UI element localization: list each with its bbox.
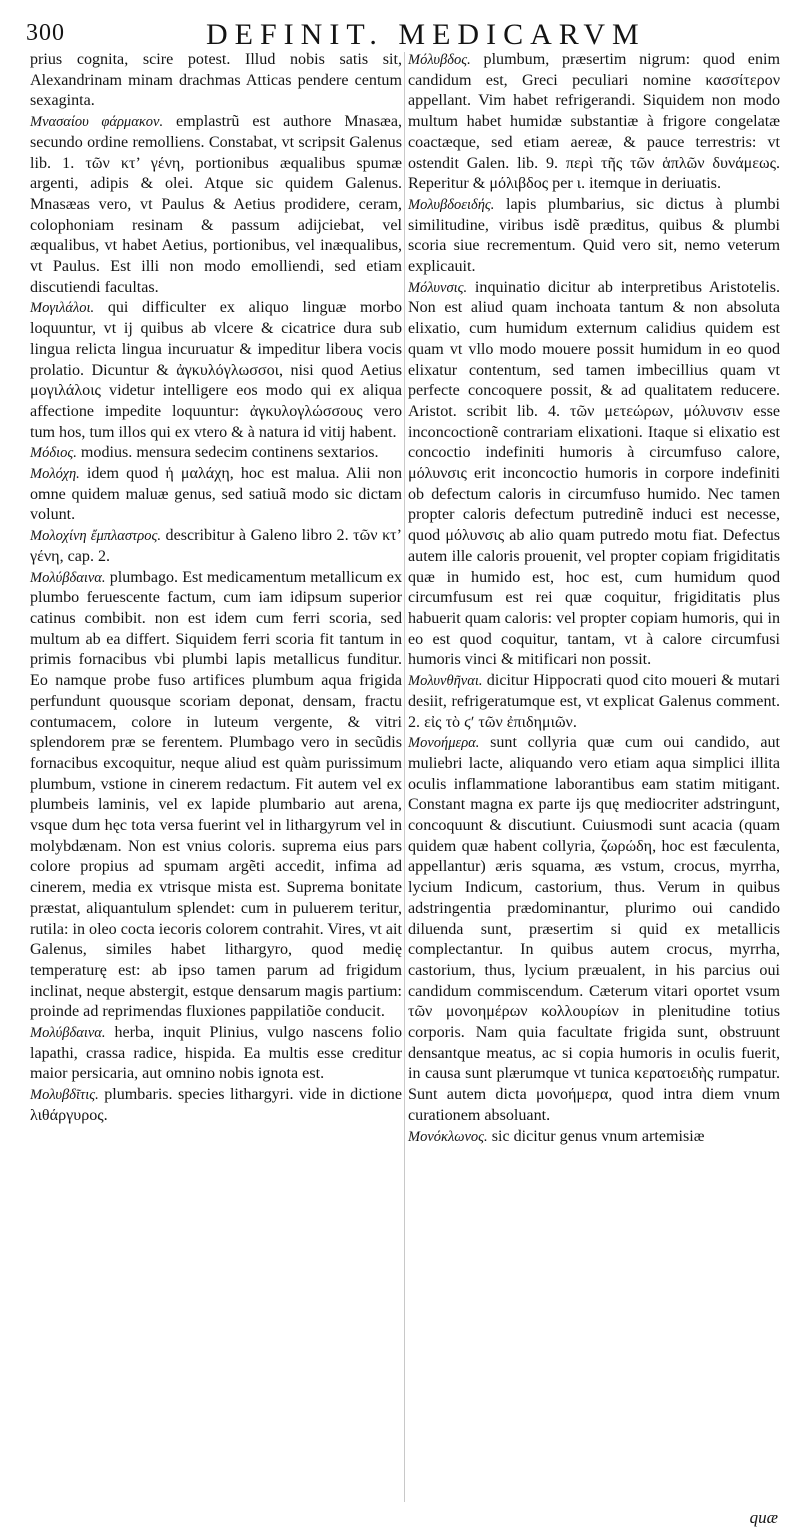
entry-text: plumbum, præsertim nigrum: quod enim candidum est, Greci peculiari nomine κασσίτερον appellant. Vim habet refrigerandi. Siquidem non modo multum habet humidæ substantiæ à frigore congelatæ coactæque, sed etiam aereæ, & pauce terrestris: vt ostendit Galen. lib. 9. περὶ τῆς τῶν ἁπλῶν δυνάμεως. Reperitur & μόλιβδος per ι. itemque in deriuatis. [408,51,780,193]
entry-text: qui difficulter ex aliquo linguæ morbo loquuntur, vt ij quibus ab vlcere & cicatrice dura sub lingua relicta lingua incuruatur & impeditur libera vocis prolatio. Dicuntur & ἀγκυλόγλωσσοι, nisi quod Aetius μογιλάλοις videtur intelligere eos modo qui ex aliqua affectione impedite loquuntur: ἀγκυλογλώσσους vero tum hos, tum illos qui ex vtero & à natura id vitij habent. [30,299,402,441]
entry [408,278,780,671]
entry [30,526,402,567]
entry [30,50,402,112]
entry [30,112,402,298]
entry-headword: Μόλυβδος. [408,52,471,68]
entry-text: idem quod ἡ μαλάχη, hoc est malua. Alii non omne quidem maluæ genus, sed satiuã modo sic dictam volunt. [30,465,402,524]
entry-text: dicitur Hippocrati quod cito moueri & mutari desiit, refrigeratumque est, vt explicat Galenus comment. 2. εἰς τὸ ϛʹ τῶν ἐπιδημιῶν. [408,672,780,731]
entry [408,1127,780,1148]
entry-headword: Μονόκλωνος. [408,1128,488,1145]
entry-text: describitur à Galeno libro 2. τῶν κτ’ γένη, cap. 2. [30,527,403,565]
entry-headword: Μολύβδαινα. [30,569,106,586]
entry-headword: Μολυνθῆναι. [408,673,483,690]
entry-headword: Μολύβδαινα. [30,1025,106,1042]
column-divider [404,52,405,1502]
entry [30,1023,402,1085]
entry-text: modius. mensura sedecim continens sextarios. [80,444,379,462]
entry-headword: Μολυβδοειδής. [408,196,495,213]
right-column [408,50,780,1147]
entry-headword: Μόλυνσις. [408,279,468,296]
entry-text: inquinatio dicitur ab interpretibus Aristotelis. Non est aliud quam inchoata tantum & non absoluta elixatio, cum humidum externum calidius quidem est quam vt vllo modo mouere possit humidum in eo quod elixatur contentum, sed tamen imbecillius quam vt perfecte concoquere possit, & ad qualitatem reducere. Aristot. scribit lib. 4. τῶν μετεώρων, μόλυνσιν esse inconcoctionẽ contrariam elixationi. Itaque si elixatio est concoctio indefiniti humoris à circumfuso calore, μόλυνσις erit inconcoctio humoris in corpore indefiniti ob defectum caloris in circumfuso humido. Nec tamen propter caloris defectum putredinẽ induci est necesse, quod μόλυνσις ab alio quam putredo motu fiat. Defectus autem ille caloris prouenit, vel propter copiam frigiditatis quæ in humido est, hoc est, cum humidum quod circumfusum est rei quæ coquitur, frigiditatis plus habuerit quam caloris: vel propter copiam humoris, qui in eo est quod coquitur, tantam, vt à calore circumfusi humoris vinci & mitificari non possit. [408,278,780,669]
entry-text: sunt collyria quæ cum oui candido, aut muliebri lacte, aliquando vero etiam aqua simplici illita oculis inflammatione laborantibus eam statim mitigant. Constant magna ex parte ijs quę mediocriter adstringunt, concoquunt & discutiunt. Cuiusmodi sunt acacia (quam quidem quæ habent collyria, ζωρώδη, hoc est fæculenta, appellantur) æris squama, æs vstum, crocus, myrrha, lycium Indicum, castorium, thus. Verum in quibus adstringentia prædominantur, plurimo oui candido diluenda sunt, præsertim si quid ex metallicis complectantur. In quibus autem crocus, myrrha, castorium, thus, lycium præualent, in his parcius oui candidum commiscendum. Cæterum vitari oportet vsum τῶν μονοημέρων κολλουρίων in plenitudine totius corporis. Nam quia facultate frigida sunt, obstruunt densantque meatus, ac si copia humoris in oculis fuerit, in causa sunt plærumque vt tunica κερατοειδὴς rumpatur. Sunt autem dicta μονοήμερα, quod intra diem vnum curationem absoluant. [408,734,780,1124]
entry [408,195,780,278]
entry-text: herba, inquit Plinius, vulgo nascens folio lapathi, crassa radice, hispida. Ea multis esse creditur maior persicaria, aut omnino nobis ignota est. [30,1024,402,1083]
entry-headword: Μονοήμερα. [408,735,480,752]
left-column [30,50,402,1127]
entry [30,443,402,464]
entry [408,671,780,733]
entry-headword: Μολοχίνη ἔμπλαστρος. [30,528,161,545]
entry-text: prius cognita, scire potest. Illud nobis satis sit, Alexandrinam minam drachmas Atticas pendere centum sexaginta. [30,51,402,110]
entry [408,50,780,195]
entry-text: lapis plumbarius, sic dictus à plumbi similitudine, viribus isdẽ præditus, quibus & plumbi scoria siue recrementum. Quid vero sit, nemo veterum explicauit. [408,195,781,276]
entry-headword: Μόδιος. [30,445,77,462]
entry-text: plumbago. Est medicamentum metallicum ex plumbo feruescente factum, cum iam idipsum superior catinus combibit. non est idem cum ferri scoria, sed multum ab ea differt. Siquidem ferri scoria fit tantum in primis fornacibus vbi plumbi lapis metallicus funditur. Eo namque probe fuso artifices plumbum aqua frigida perfundunt quousque scoriam deponat, densam, fractu contumacem, colore in luteum vergente, & vitri splendorem præ se ferentem. Plumbago vero in secũdis fornacibus excoquitur, neque aliud est quàm purissimum plumbum, vstione in cinerem redactum. Fit autem vel ex plumbeis laminis, vel ex lapide plumbario aut arena, vsque dum hęc tota versa fuerint vel in lithargyrum vel in molybdænam. Non est vnius coloris. suprema eius pars colore propius ad spumam argẽti accedit, infima ad cinerem, media ex vtrisque mista est. Suprema bonitate præstat, aliquantulum splendet: cum in puluerem teritur, rutila: in oleo cocta iecoris colorem contrahit. Vires, vt ait Galenus, similes habet lithargyro, quod medię temperaturę est: ab ipso tamen parum ad frigidum inclinat, neque abstergit, estque densarum magis partium: proinde ad reprimendas fluxiones pappilatiõe conducit. [30,568,402,1021]
entry-headword: Μολυβδῖτις. [30,1087,99,1104]
entry [408,733,780,1126]
entry [30,568,402,1023]
entry [30,298,402,443]
entry [30,1085,402,1126]
entry-headword: Μολόχη. [30,466,80,483]
running-title: DEFINIT. MEDICARVM [206,18,646,51]
entry-text: sic dicitur genus vnum artemisiæ [491,1127,705,1145]
catchword: quæ [749,1508,778,1527]
entry-text: emplastrũ est authore Mnasæa, secundo ordine remolliens. Constabat, vt scripsit Galenus lib. 1. τῶν κτ’ γένη, portionibus æqualibus spumæ argenti, adipis & olei. Atque sic quidem Galenus. Mnasæas vero, vt Paulus & Aetius prodidere, ceram, colophoniam resinam & passum adijciebat, vel æqualibus, vt habet Aetius, portionibus, vel inæqualibus, vt Paulus. Est illi non modo emolliendi, sed etiam discutiendi facultas. [30,113,403,296]
page-number: 300 [26,20,65,46]
entry-text: plumbaris. species lithargyri. vide in dictione λιθάργυρος. [30,1086,402,1124]
entry-headword: Μογιλάλοι. [30,300,95,317]
entry-headword: Μνασαίου φάρμακον. [30,114,164,131]
entry [30,464,402,526]
